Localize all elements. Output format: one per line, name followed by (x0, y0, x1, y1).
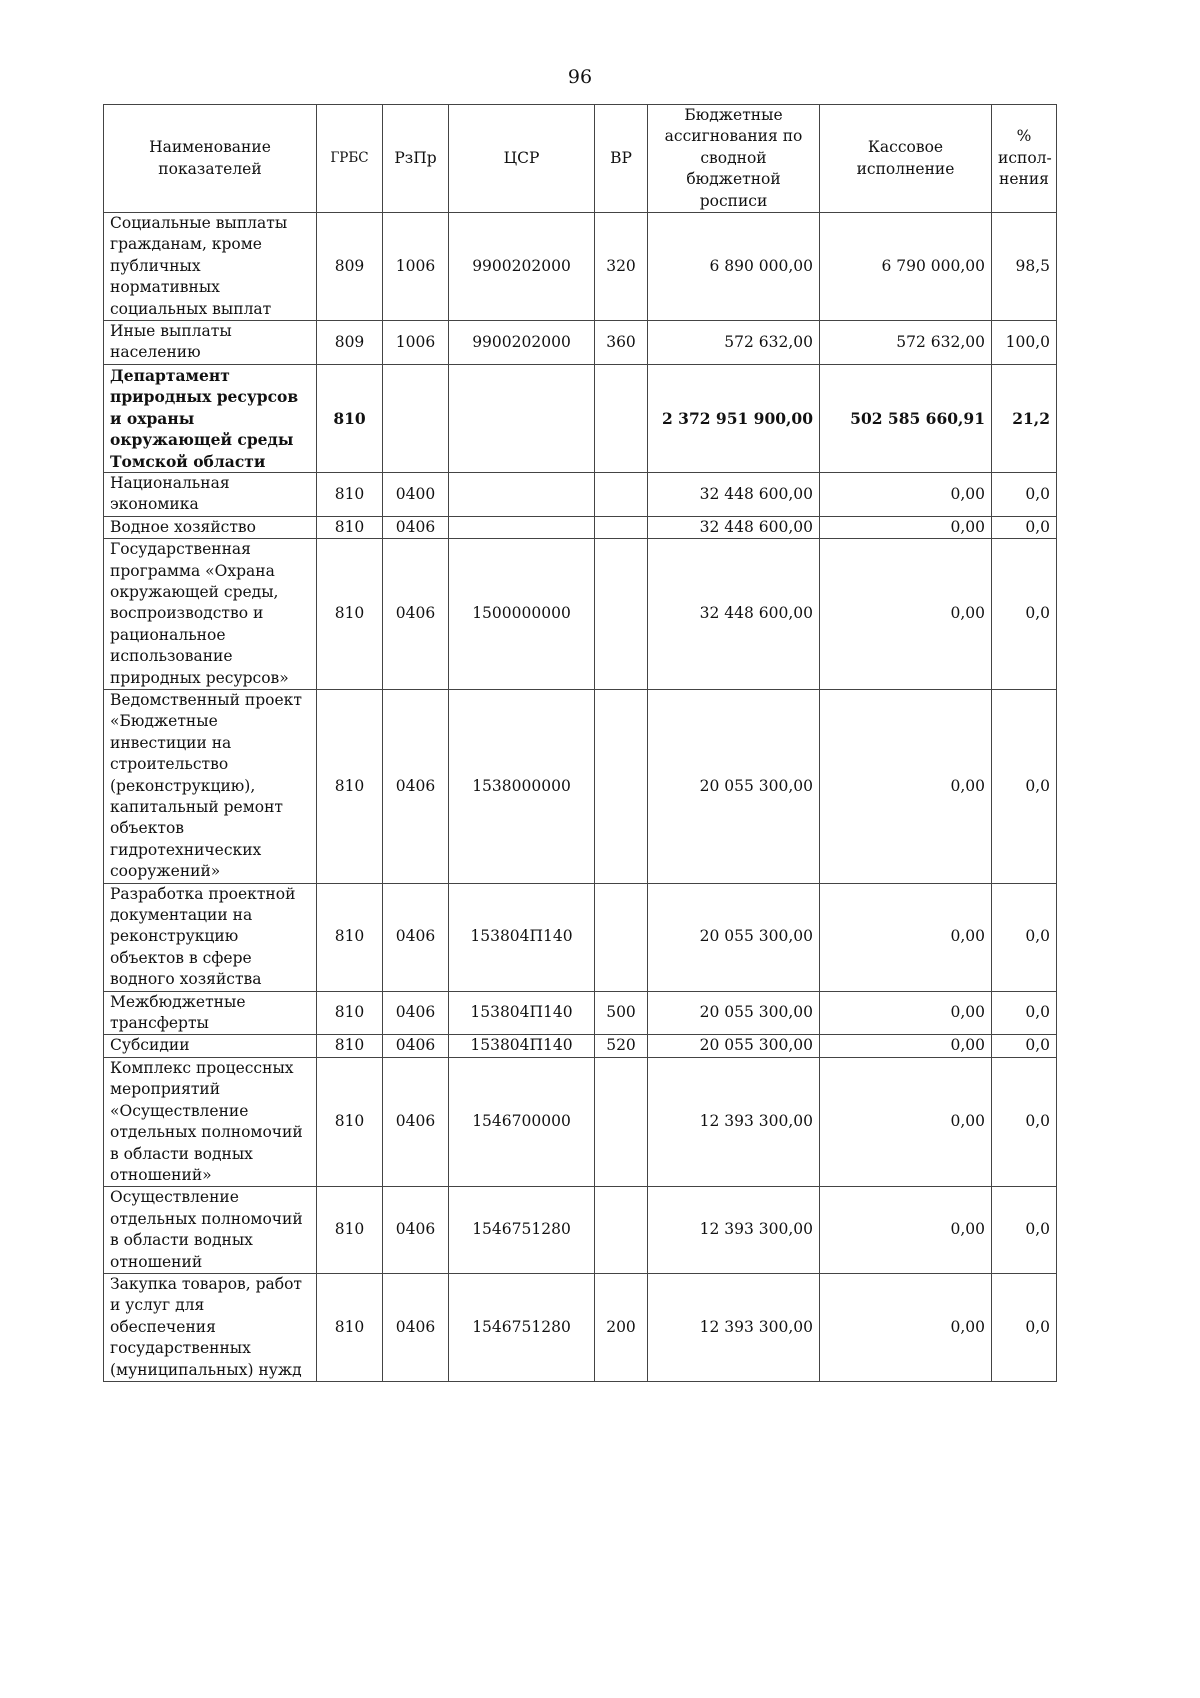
row-pct: 21,2 (992, 364, 1057, 472)
row-vr: 360 (595, 321, 648, 365)
row-plan: 2 372 951 900,00 (648, 364, 820, 472)
table-row (104, 883, 1057, 991)
row-fact: 0,00 (820, 689, 992, 883)
row-pct: 0,0 (992, 1273, 1057, 1381)
row-fact: 0,00 (820, 516, 992, 538)
table-row (104, 1187, 1057, 1274)
row-csr: 9900202000 (449, 213, 595, 321)
row-csr: 9900202000 (449, 321, 595, 365)
row-rzpr: 1006 (383, 321, 449, 365)
header-grbs-label: ГРБС (330, 149, 369, 166)
row-rzpr: 0406 (383, 689, 449, 883)
row-grbs: 810 (317, 1187, 383, 1274)
row-plan: 20 055 300,00 (648, 991, 820, 1035)
row-grbs: 810 (317, 472, 383, 516)
row-vr (595, 364, 648, 472)
row-fact: 6 790 000,00 (820, 213, 992, 321)
row-csr (449, 516, 595, 538)
row-pct: 0,0 (992, 883, 1057, 991)
row-grbs: 810 (317, 689, 383, 883)
row-rzpr: 0406 (383, 883, 449, 991)
row-fact: 0,00 (820, 991, 992, 1035)
table-row (104, 516, 1057, 538)
row-vr: 520 (595, 1035, 648, 1057)
row-name: Департамент природных ресурсов и охраны окружающей среды Томской области (104, 364, 317, 472)
row-pct: 0,0 (992, 991, 1057, 1035)
row-pct: 0,0 (992, 539, 1057, 690)
row-csr: 153804П140 (449, 991, 595, 1035)
row-fact: 0,00 (820, 1273, 992, 1381)
row-pct: 0,0 (992, 1035, 1057, 1057)
header-vr (595, 105, 648, 213)
row-vr (595, 472, 648, 516)
header-rzpr-label: РзПр (394, 148, 437, 167)
header-grbs (317, 105, 383, 213)
row-grbs: 810 (317, 1035, 383, 1057)
row-plan: 32 448 600,00 (648, 539, 820, 690)
row-fact: 0,00 (820, 539, 992, 690)
row-rzpr: 0406 (383, 539, 449, 690)
row-rzpr: 0406 (383, 1273, 449, 1381)
row-vr (595, 516, 648, 538)
table-row (104, 364, 1057, 472)
row-name: Разработка проектной документации на реконструкцию объектов в сфере водного хозяйства (104, 883, 317, 991)
header-csr-label: ЦСР (503, 148, 540, 167)
row-fact: 0,00 (820, 1035, 992, 1057)
header-pct-label: % испол-нения (998, 127, 1052, 189)
row-plan: 20 055 300,00 (648, 1035, 820, 1057)
row-plan: 12 393 300,00 (648, 1187, 820, 1274)
row-csr: 1546700000 (449, 1057, 595, 1186)
table-row (104, 1035, 1057, 1057)
table-row (104, 213, 1057, 321)
header-fact (820, 105, 992, 213)
row-csr: 153804П140 (449, 1035, 595, 1057)
row-rzpr: 0406 (383, 1187, 449, 1274)
row-fact: 572 632,00 (820, 321, 992, 365)
row-pct: 0,0 (992, 516, 1057, 538)
row-vr (595, 689, 648, 883)
row-vr (595, 883, 648, 991)
table-body (104, 213, 1057, 1382)
row-vr: 320 (595, 213, 648, 321)
row-vr (595, 1057, 648, 1186)
row-name: Межбюджетные трансферты (104, 991, 317, 1035)
table-row (104, 472, 1057, 516)
row-grbs: 810 (317, 1057, 383, 1186)
row-grbs: 810 (317, 883, 383, 991)
header-plan-label: Бюджетные ассигнования по сводной бюджетной росписи (664, 106, 803, 210)
budget-table (103, 104, 1057, 1382)
row-rzpr: 0406 (383, 1035, 449, 1057)
row-fact: 0,00 (820, 883, 992, 991)
header-name (104, 105, 317, 213)
table-row (104, 1057, 1057, 1186)
row-plan: 12 393 300,00 (648, 1273, 820, 1381)
row-grbs: 810 (317, 516, 383, 538)
row-grbs: 810 (317, 1273, 383, 1381)
row-name: Национальная экономика (104, 472, 317, 516)
header-csr (449, 105, 595, 213)
row-plan: 32 448 600,00 (648, 472, 820, 516)
row-plan: 32 448 600,00 (648, 516, 820, 538)
row-name: Субсидии (104, 1035, 317, 1057)
table-row (104, 539, 1057, 690)
row-name: Комплекс процессных мероприятий «Осуществление отдельных полномочий в области водных отношений» (104, 1057, 317, 1186)
row-fact: 0,00 (820, 1057, 992, 1186)
header-vr-label: ВР (610, 148, 632, 167)
row-plan: 6 890 000,00 (648, 213, 820, 321)
row-rzpr: 1006 (383, 213, 449, 321)
row-fact: 0,00 (820, 472, 992, 516)
header-name-label: Наименование показателей (149, 138, 271, 178)
header-pct (992, 105, 1057, 213)
row-pct: 100,0 (992, 321, 1057, 365)
row-rzpr: 0400 (383, 472, 449, 516)
row-grbs: 809 (317, 213, 383, 321)
row-vr: 200 (595, 1273, 648, 1381)
row-name: Иные выплаты населению (104, 321, 317, 365)
row-csr: 1500000000 (449, 539, 595, 690)
row-csr (449, 472, 595, 516)
row-plan: 20 055 300,00 (648, 883, 820, 991)
row-name: Государственная программа «Охрана окружающей среды, воспроизводство и рациональное использование природных ресурсов» (104, 539, 317, 690)
row-pct: 0,0 (992, 1057, 1057, 1186)
table-header-row (104, 105, 1057, 213)
row-fact: 502 585 660,91 (820, 364, 992, 472)
row-rzpr (383, 364, 449, 472)
row-rzpr: 0406 (383, 1057, 449, 1186)
row-name: Ведомственный проект «Бюджетные инвестиции на строительство (реконструкцию), капитальный ремонт объектов гидротехнических сооружений» (104, 689, 317, 883)
row-name: Осуществление отдельных полномочий в области водных отношений (104, 1187, 317, 1274)
table-row (104, 321, 1057, 365)
row-plan: 20 055 300,00 (648, 689, 820, 883)
row-rzpr: 0406 (383, 516, 449, 538)
row-grbs: 810 (317, 539, 383, 690)
row-plan: 12 393 300,00 (648, 1057, 820, 1186)
header-rzpr (383, 105, 449, 213)
row-csr: 1546751280 (449, 1273, 595, 1381)
row-grbs: 809 (317, 321, 383, 365)
row-csr: 1538000000 (449, 689, 595, 883)
row-name: Закупка товаров, работ и услуг для обеспечения государственных (муниципальных) нужд (104, 1273, 317, 1381)
row-vr (595, 539, 648, 690)
row-pct: 0,0 (992, 1187, 1057, 1274)
row-rzpr: 0406 (383, 991, 449, 1035)
header-plan (648, 105, 820, 213)
row-vr (595, 1187, 648, 1274)
row-pct: 0,0 (992, 689, 1057, 883)
row-fact: 0,00 (820, 1187, 992, 1274)
page-number: 96 (567, 66, 593, 88)
row-grbs: 810 (317, 991, 383, 1035)
table-row (104, 1273, 1057, 1381)
row-plan: 572 632,00 (648, 321, 820, 365)
row-pct: 98,5 (992, 213, 1057, 321)
row-name: Водное хозяйство (104, 516, 317, 538)
row-csr (449, 364, 595, 472)
header-fact-label: Кассовое исполнение (856, 138, 955, 178)
row-csr: 153804П140 (449, 883, 595, 991)
row-name: Социальные выплаты гражданам, кроме публичных нормативных социальных выплат (104, 213, 317, 321)
row-vr: 500 (595, 991, 648, 1035)
table-row (104, 689, 1057, 883)
row-csr: 1546751280 (449, 1187, 595, 1274)
table-row (104, 991, 1057, 1035)
row-grbs: 810 (317, 364, 383, 472)
row-pct: 0,0 (992, 472, 1057, 516)
